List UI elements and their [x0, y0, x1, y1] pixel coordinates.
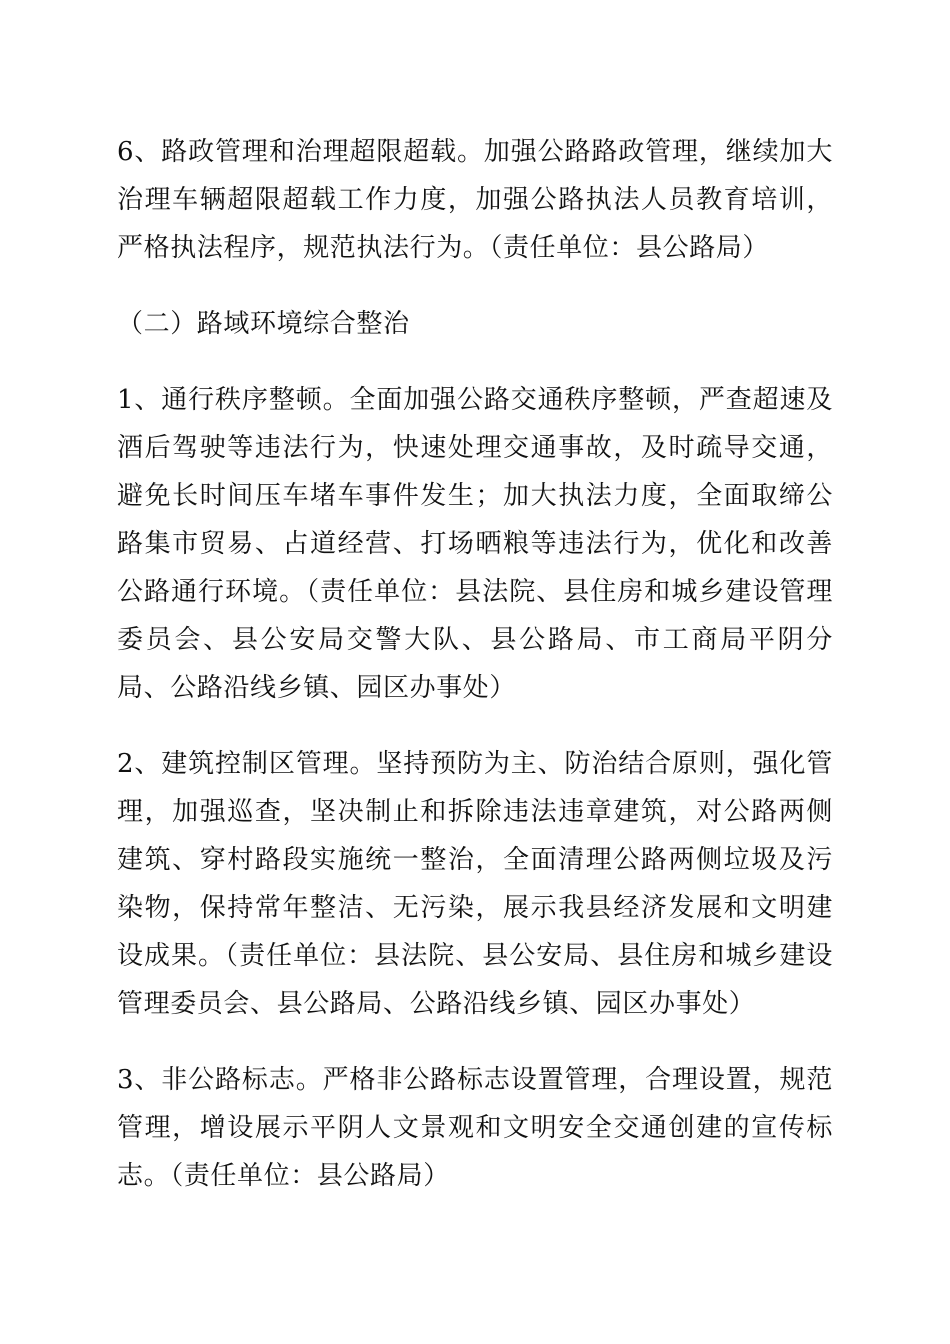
paragraph-item-2-building-control: 2、建筑控制区管理。坚持预防为主、防治结合原则，强化管理，加强巡查，坚决制止和拆除违法违章建筑，对公路两侧建筑、穿村路段实施统一整治，全面清理公路两侧垃圾及污染物，保持常年整洁、无污染，展示我县经济发展和文明建设成果。（责任单位：县法院、县公安局、县住房和城乡建设管理委员会、县公路局、公路沿线乡镇、园区办事处） — [117, 749, 833, 1019]
paragraph-item-6-road-administration: 6、路政管理和治理超限超载。加强公路路政管理，继续加大治理车辆超限超载工作力度，加强公路执法人员教育培训，严格执法程序，规范执法行为。（责任单位：县公路局） — [117, 137, 833, 263]
section-heading-road-environment: （二）路域环境综合整治 — [117, 309, 410, 339]
paragraph-item-3-non-road-signs: 3、非公路标志。严格非公路标志设置管理，合理设置，规范管理，增设展示平阴人文景观和文明安全交通创建的宣传标志。（责任单位：县公路局） — [117, 1065, 833, 1191]
paragraph-item-1-traffic-order: 1、通行秩序整顿。全面加强公路交通秩序整顿，严查超速及酒后驾驶等违法行为，快速处理交通事故，及时疏导交通，避免长时间压车堵车事件发生；加大执法力度，全面取缔公路集市贸易、占道经营、打场晒粮等违法行为，优化和改善公路通行环境。（责任单位：县法院、县住房和城乡建设管理委员会、县公安局交警大队、县公路局、市工商局平阴分局、公路沿线乡镇、园区办事处） — [117, 385, 833, 703]
document-body — [117, 128, 833, 1200]
